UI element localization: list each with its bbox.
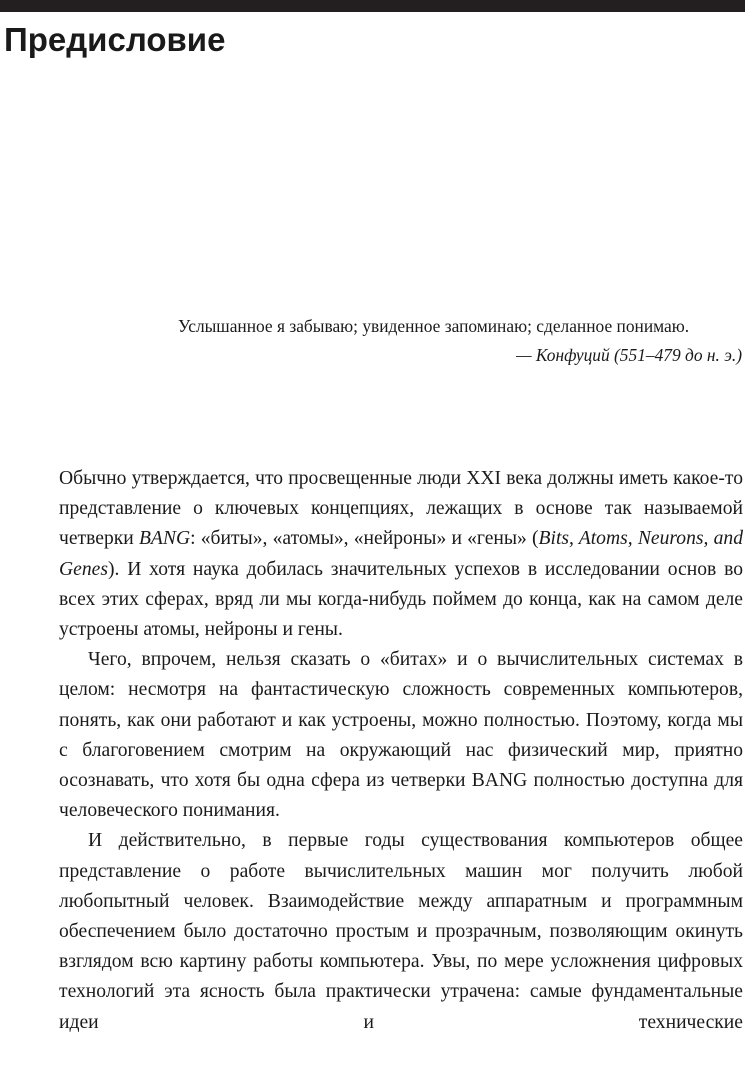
paragraph-1-english-terms: Bits, Atoms, Neurons, and Genes [59, 528, 743, 580]
paragraph-3-text: И действительно, в первые годы существования компьютеров общее представление о работе вычислительных машин мог получить любой любопытный человек. Взаимодействие между аппаратным и программным обеспечением было достаточно простым и прозрачным, позволяющим окинуть взглядом всю картину работы компьютера. Увы, по мере усложнения цифровых технологий эта ясность была практически утрачена: самые фундаментальные идеи и технические [59, 830, 743, 1033]
paragraph-3 [59, 826, 743, 1037]
paragraph-1-text: Обычно утверждается, что просвещенные люди XXI века должны иметь какое-то представление о ключевых концепциях, лежащих в основе так называемой четверки [59, 468, 743, 550]
paragraph-2 [59, 645, 743, 826]
paragraph-1 [59, 464, 743, 645]
paragraph-1-text: ). И хотя наука добилась значительных успехов в исследовании основ во всех этих сферах, вряд ли мы когда-нибудь поймем до конца, как на самом деле устроены атомы, нейроны и гены. [59, 558, 743, 641]
epigraph-author: — Конфуций (551–479 до н. э.) [516, 345, 742, 365]
paragraph-2-text: Чего, впрочем, нельзя сказать о «битах» и о вычислительных системах в целом: несмотря на фантастическую сложность современных компьютеров, понять, как они работают и как устроены, можно полностью. Поэтому, когда мы с благоговением смотрим на окружающий нас физический мир, приятно осознавать, что хотя бы одна сфера из четверки BANG полностью доступна для человеческого понимания. [59, 649, 743, 822]
epigraph [178, 312, 742, 370]
paragraph-1-acronym: BANG [138, 528, 191, 550]
paragraph-1-text: : «биты», «атомы», «нейроны» и «гены» ( [190, 528, 539, 550]
epigraph-text: Услышанное я забываю; увиденное запоминаю; сделанное понимаю. [178, 316, 690, 336]
chapter-title: Предисловие [4, 21, 226, 58]
body-text [59, 464, 743, 1038]
chapter-header-bar [0, 0, 745, 12]
